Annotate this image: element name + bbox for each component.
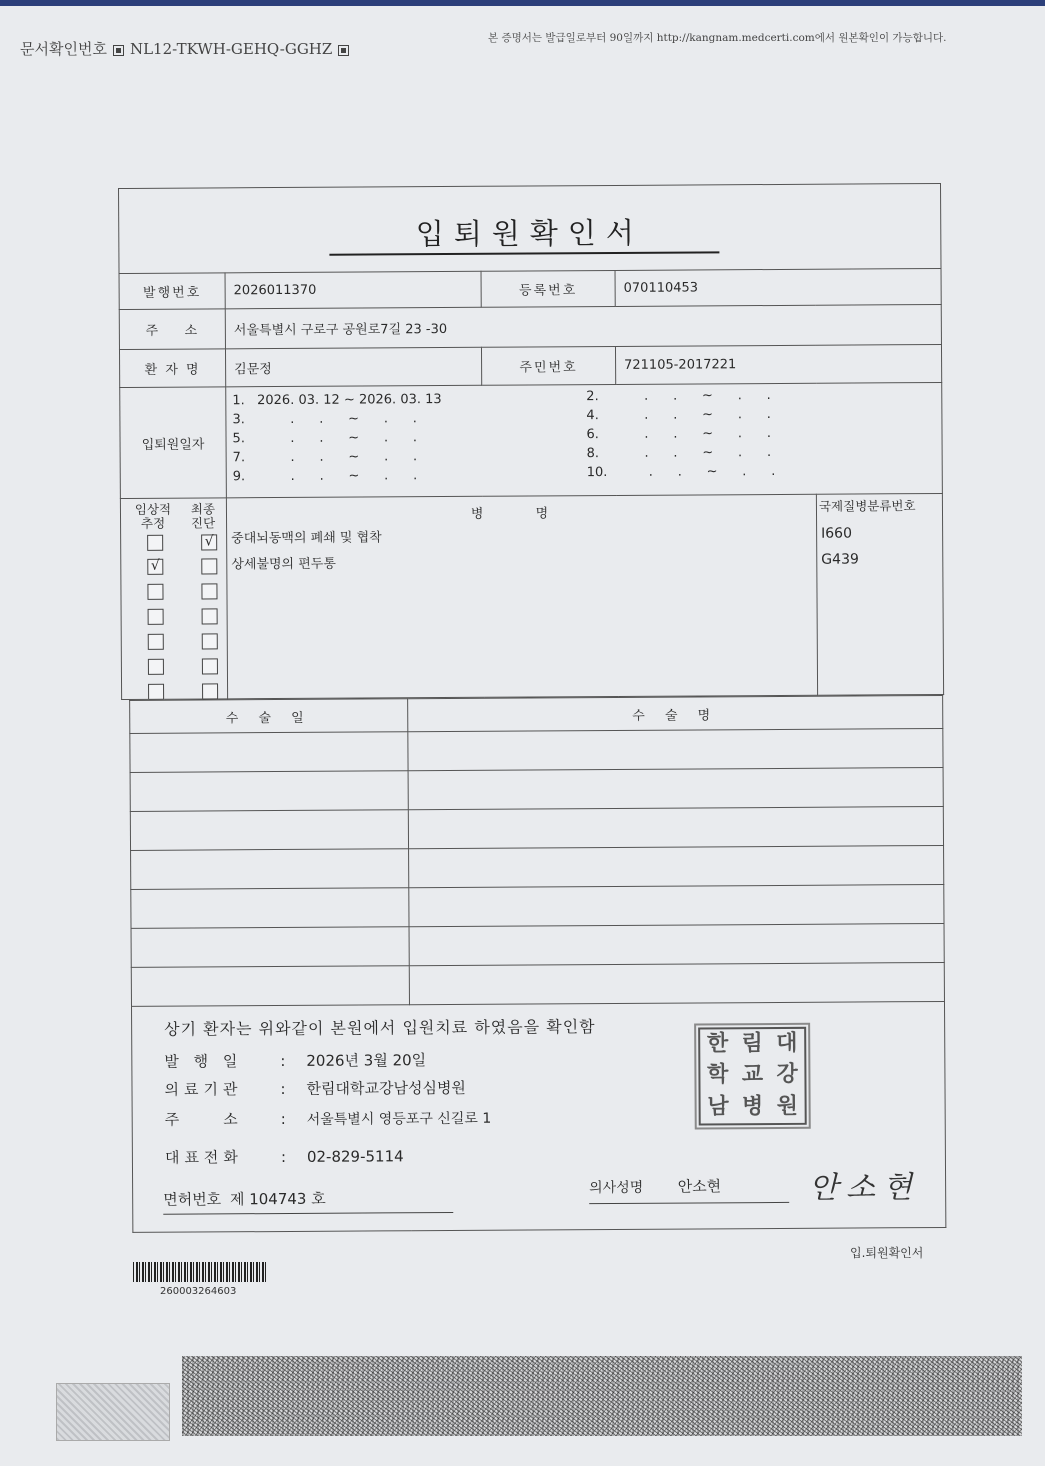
square-bullet-icon [113, 45, 124, 56]
surgery-date-header: 수 술 일 [130, 699, 408, 734]
confirmation-cell [131, 1001, 945, 1232]
dates-label: 입퇴원일자 [120, 387, 227, 499]
certificate-form [118, 183, 947, 1258]
colon: : [280, 1051, 286, 1071]
patient-name: 김문정 [225, 347, 481, 387]
stamp-char: 교 [741, 1062, 764, 1088]
surgery-name-header: 수 술 명 [408, 695, 943, 731]
security-noise-pattern [182, 1356, 1022, 1436]
rrn-label: 주민번호 [481, 346, 615, 385]
dates-right-column: 2. . . ~ . . 4. . . ~ . . 6. . . ~ . . 8. . . ~ . . 10. . . ~ . . [586, 388, 776, 481]
issue-date-value: 2026년 3월 20일 [306, 1051, 427, 1070]
clinical-checkbox-2[interactable]: √ [147, 559, 163, 575]
stamp-char: 대 [776, 1030, 798, 1056]
square-bullet-icon [338, 45, 349, 56]
validity-note: 본 증명서는 발급일로부터 90일까지 http://kangnam.medcerti.com에서 원본확인이 가능합니다. [488, 32, 947, 44]
document-verification-number [20, 38, 355, 59]
diagnosis-name-2: 상세불명의 편두통 [231, 556, 336, 573]
verify-label: 문서확인번호 [20, 40, 107, 58]
top-band [0, 0, 1045, 6]
title-underline [329, 251, 719, 255]
surgery-table [129, 695, 946, 1233]
final-checkbox-7[interactable] [202, 683, 218, 699]
surgery-row [130, 806, 943, 850]
diagnosis-name-1: 중대뇌동맥의 폐쇄 및 협착 [231, 530, 382, 547]
icd-code-1: I660 [821, 525, 853, 542]
institution-address-label: 주 소 [164, 1110, 243, 1129]
title-cell [119, 183, 942, 273]
final-checkbox-2[interactable] [201, 558, 217, 574]
colon: : [280, 1109, 286, 1129]
final-checkbox-3[interactable] [201, 583, 217, 599]
institution-value: 한림대학교강남성심병원 [306, 1078, 466, 1098]
address-value: 서울특별시 구로구 공원로7길 23 -30 [225, 304, 941, 348]
clinical-checkbox-5[interactable] [148, 634, 164, 650]
phone-row [165, 1145, 404, 1167]
stamp-char: 병 [741, 1093, 764, 1119]
embossed-seal-image [56, 1383, 170, 1441]
institution-label: 의료기관 [164, 1080, 243, 1099]
final-checkbox-1[interactable]: √ [201, 534, 217, 550]
phone-label: 대표전화 [164, 1148, 243, 1167]
final-checkbox-6[interactable] [202, 658, 218, 674]
license-row [163, 1187, 453, 1215]
rrn-value: 721105-2017221 [615, 344, 941, 384]
colon: : [280, 1147, 287, 1167]
institution-address-value: 서울특별시 영등포구 신길로 1 [306, 1110, 492, 1128]
license-label: 면허번호 [163, 1190, 222, 1209]
stamp-char: 학 [707, 1062, 729, 1088]
diagnosis-cell [226, 494, 817, 699]
confirmation-statement: 상기 환자는 위와같이 본원에서 입원치료 하였음을 확인함 [164, 1017, 596, 1039]
form-name-footer: 입.퇴원확인서 [850, 1246, 924, 1260]
surgery-row [131, 923, 944, 967]
clinical-header: 임상적 추정 [134, 501, 172, 531]
clinical-checkbox-6[interactable] [148, 659, 164, 675]
phone-value: 02-829-5114 [306, 1147, 404, 1166]
stamp-char: 원 [776, 1093, 798, 1119]
icd-cell [816, 493, 943, 695]
surgery-row [130, 728, 943, 772]
institution-row [164, 1077, 466, 1100]
issue-date-label: 발 행 일 [164, 1052, 243, 1071]
barcode [133, 1262, 267, 1282]
stamp-char: 림 [741, 1031, 763, 1057]
final-checkbox-5[interactable] [202, 633, 218, 649]
reg-no-label: 등록번호 [481, 270, 615, 307]
stamp-char: 강 [776, 1062, 798, 1088]
hospital-seal-stamp [698, 1027, 807, 1126]
clinical-checkbox-4[interactable] [148, 609, 164, 625]
issue-no-value: 2026011370 [225, 271, 481, 309]
icd-header: 국제질병분류번호 [818, 498, 916, 514]
doctor-label: 의사성명 [589, 1179, 644, 1197]
doctor-signature: 안소현 [809, 1170, 921, 1206]
verify-code: NL12-TKWH-GEHQ-GGHZ [129, 40, 333, 58]
license-value: 제 104743 호 [229, 1189, 326, 1209]
stamp-char: 남 [707, 1093, 729, 1120]
surgery-row [131, 884, 944, 928]
page-title: 입퇴원확인서 [415, 215, 644, 251]
diagnosis-checkbox-cell [120, 498, 227, 700]
institution-address-row [165, 1107, 492, 1130]
colon: : [280, 1079, 286, 1099]
final-checkbox-4[interactable] [202, 608, 218, 624]
reg-no-value: 070110453 [615, 268, 941, 306]
surgery-row [131, 962, 944, 1006]
clinical-checkbox-1[interactable] [147, 535, 163, 551]
surgery-row [131, 845, 944, 889]
surgery-row [130, 767, 943, 811]
issue-date-row [164, 1049, 426, 1072]
stamp-char: 한 [706, 1031, 729, 1057]
icd-code-2: G439 [821, 551, 859, 568]
doctor-row [589, 1175, 789, 1204]
patient-label: 환 자 명 [119, 349, 225, 388]
final-header: 최종 진단 [190, 501, 216, 531]
diagnosis-header: 병 명 [470, 506, 573, 522]
address-label: 주 소 [119, 309, 225, 350]
clinical-checkbox-7[interactable] [148, 684, 164, 700]
doctor-name: 안소현 [677, 1177, 722, 1196]
issue-no-label: 발행번호 [119, 273, 225, 310]
dates-left-column: 1. 2026. 03. 12 ~ 2026. 03. 13 3. . . ~ . . 5. . . ~ . . 7. . . ~ . . 9. . . ~ . . [232, 392, 442, 485]
dates-cell [226, 382, 943, 497]
barcode-number: 260003264603 [160, 1286, 237, 1297]
clinical-checkbox-3[interactable] [147, 584, 163, 600]
form-table [118, 183, 944, 700]
